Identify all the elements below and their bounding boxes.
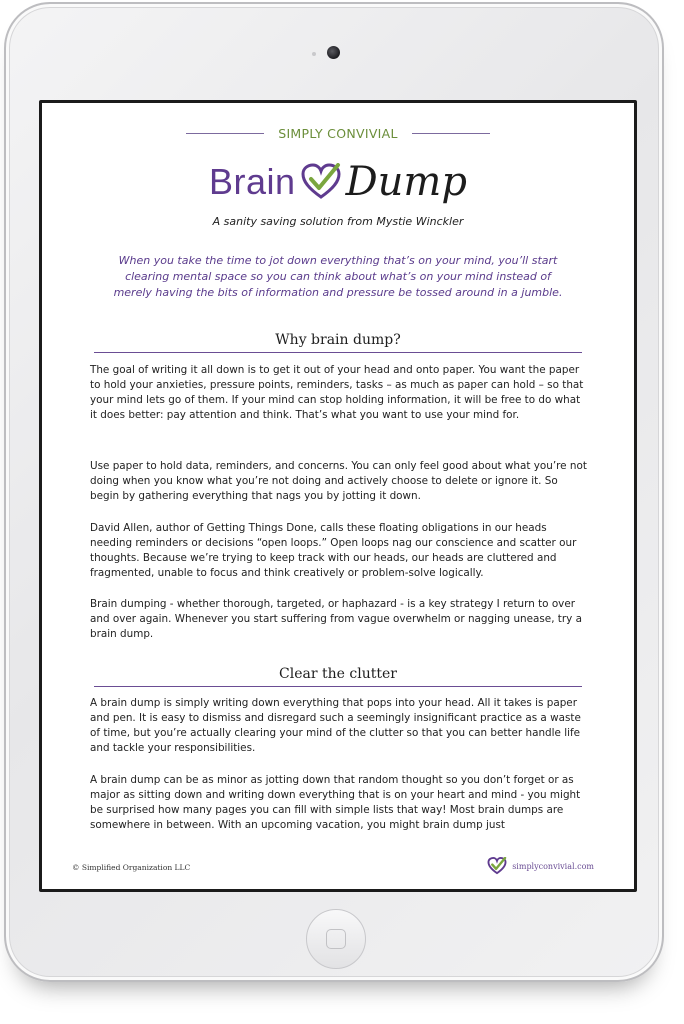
footer-url[interactable]: simplyconvivial.com xyxy=(512,861,594,871)
home-icon xyxy=(326,929,346,949)
brand-name: SIMPLY CONVIVIAL xyxy=(278,125,398,141)
tagline: A sanity saving solution from Mystie Winckler xyxy=(212,215,464,228)
title-brain: Brain xyxy=(209,161,296,202)
footer-brand[interactable] xyxy=(487,857,594,875)
title-dump: Dump xyxy=(345,159,467,205)
intro-text: When you take the time to jot down everything that’s on your mind, you’ll start clearing mental space so you can think about what’s on your mind instead of merely having the bits of information and pressure be tossed around in a jumble. xyxy=(113,254,563,299)
brand-header xyxy=(42,123,634,143)
section-heading: Clear the clutter xyxy=(94,666,582,687)
footer-copyright: © Simplified Organization LLC xyxy=(72,863,191,872)
camera-icon xyxy=(327,46,340,59)
heart-check-icon xyxy=(487,857,507,875)
paragraph: The goal of writing it all down is to get it out of your head and onto paper. You want the paper to hold your anxieties, pressure points, reminders, tasks – as much as paper can hold – so that your mind lets go of them. If your mind can stop holding information, it will be free to do what it does better: pay attention and think. That’s what you want to use your mind for. xyxy=(90,364,584,421)
tablet-frame xyxy=(4,2,664,982)
paragraph: A brain dump is simply writing down everything that pops into your head. All it takes is paper and pen. It is easy to dismiss and disregard such a seemingly insignificant practice as a waste of time, but you’re actually clearing your mind of the clutter so that you can better handle life and tackle your responsibilities. xyxy=(90,697,581,754)
divider xyxy=(186,133,264,134)
section-heading: Why brain dump? xyxy=(94,332,582,353)
proximity-sensor xyxy=(312,52,316,56)
paragraph: Use paper to hold data, reminders, and concerns. You can only feel good about what you’re not doing when you know what you’re not doing and actively choose to delete or ignore it. So begin by gathering everything that nags you by jotting it down. xyxy=(90,460,587,502)
paragraph: David Allen, author of Getting Things Done, calls these floating obligations in our heads needing reminders or decisions “open loops.” Open loops nag our conscience and scatter our thoughts. Because we’re trying to keep track with our heads, our heads are cluttered and fragmented, unable to focus and think creatively or problem-solve logically. xyxy=(90,522,577,579)
divider xyxy=(412,133,490,134)
document-page xyxy=(42,103,634,889)
heart-check-icon xyxy=(300,163,342,201)
page-title xyxy=(42,155,634,209)
home-button[interactable] xyxy=(306,909,366,969)
paragraph: Brain dumping - whether thorough, targeted, or haphazard - is a key strategy I return to over and over again. Whenever you start suffering from vague overwhelm or nagging unease, try a brain dump. xyxy=(90,598,582,640)
tablet-screen xyxy=(39,100,637,892)
paragraph: A brain dump can be as minor as jotting down that random thought so you don’t forget or as major as sitting down and writing down everything that is on your heart and mind - you might be surprised how many pages you can fill with simple lists that way! Most brain dumps are somewhere in between. With an upcoming vacation, you might brain dump just xyxy=(90,774,581,831)
